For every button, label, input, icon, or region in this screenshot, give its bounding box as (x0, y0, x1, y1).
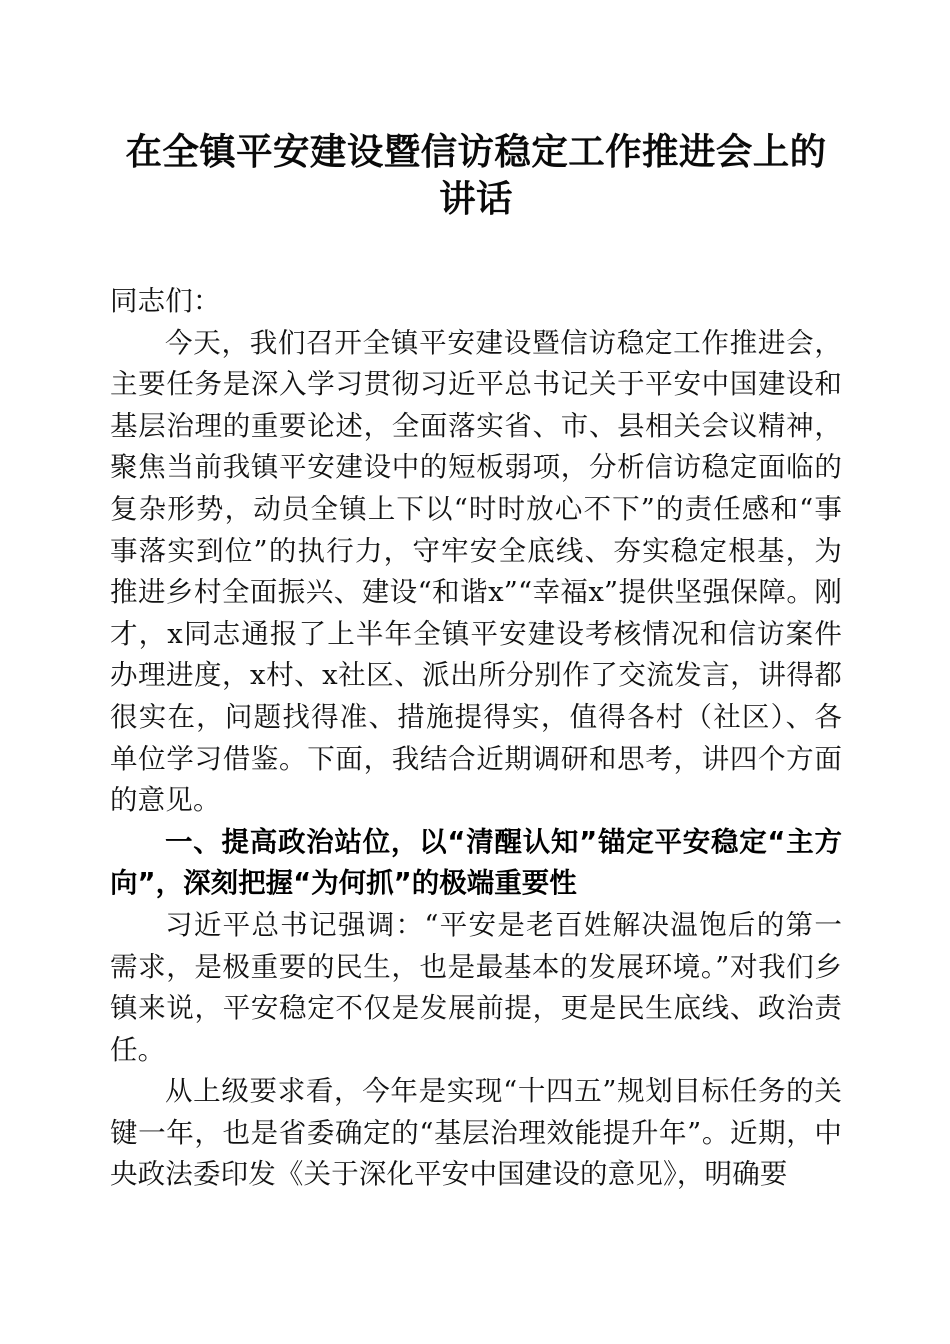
paragraph-quote-general-secretary: 习近平总书记强调：“平安是老百姓解决温饱后的第一需求，是极重要的民生，也是最基本的发展环境。”对我们乡镇来说，平安稳定不仅是发展前提，更是民生底线、政治责任。 (110, 908, 842, 1066)
section-heading-one: 一、提高政治站位，以“清醒认知”锚定平安稳定“主方向”，深刻把握“为何抓”的极端重要性 (110, 825, 842, 900)
salutation-line: 同志们： (110, 285, 221, 317)
document-content (110, 0, 842, 1196)
document-body (110, 281, 842, 1196)
paragraph-upper-level-requirements: 从上级要求看，今年是实现“十四五”规划目标任务的关键一年，也是省委确定的“基层治理效能提升年”。近期，中央政法委印发《关于深化平安中国建设的意见》，明确要 (110, 1075, 842, 1191)
paragraph-intro: 今天，我们召开全镇平安建设暨信访稳定工作推进会，主要任务是深入学习贯彻习近平总书记关于平安中国建设和基层治理的重要论述，全面落实省、市、县相关会议精神，聚焦当前我镇平安建设中的短板弱项，分析信访稳定面临的复杂形势，动员全镇上下以“时时放心不下”的责任感和“事事落实到位”的执行力，守牢安全底线、夯实稳定根基，为推进乡村全面振兴、建设“和谐x”“幸福x”提供坚强保障。刚才，x同志通报了上半年全镇平安建设考核情况和信访案件办理进度，x村、x社区、派出所分别作了交流发言，讲得都很实在，问题找得准、措施提得实，值得各村（社区）、各单位学习借鉴。下面，我结合近期调研和思考，讲四个方面的意见。 (110, 326, 842, 817)
document-title: 在全镇平安建设暨信访稳定工作推进会上的讲话 (125, 130, 827, 220)
